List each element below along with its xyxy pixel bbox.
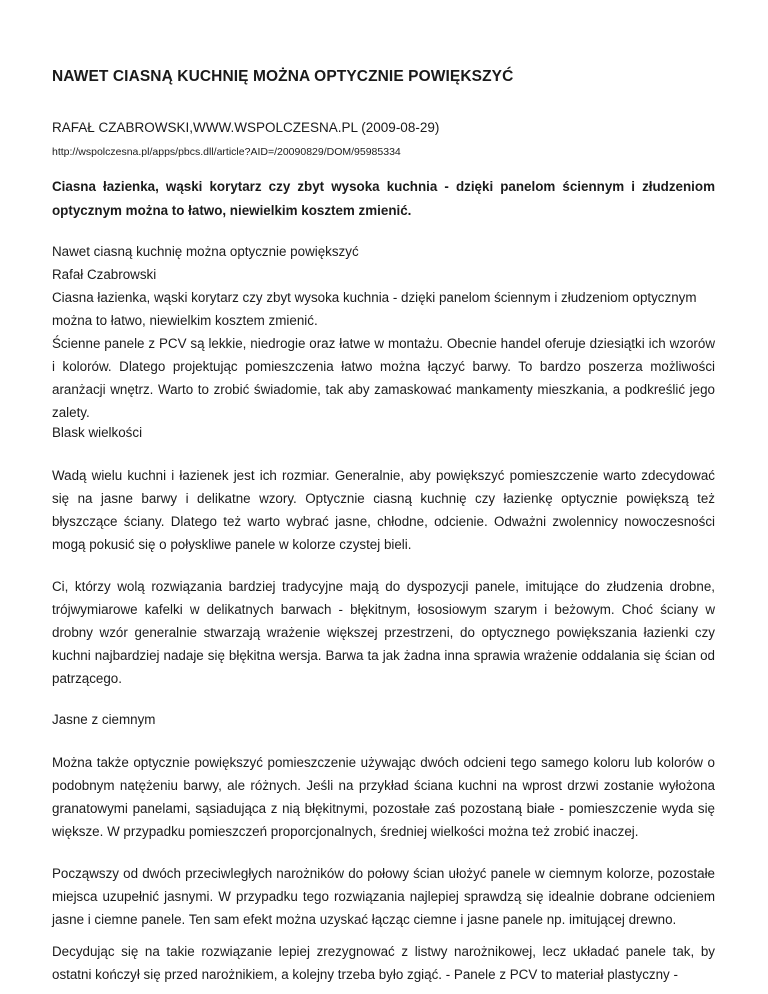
paragraph-listwa: Decydując się na takie rozwiązanie lepiej zrezygnować z listwy narożnikowej, lecz układać panele tak, by ostatni kończył się przed narożnikiem, a kolejny trzeba było zgiąć. - Panele z PCV to materiał plastyczny - (52, 944, 715, 982)
intro-body: Ścienne panele z PCV są lekkie, niedrogie oraz łatwe w montażu. Obecnie handel oferuje dziesiątki ich wzorów i kolorów. Dlatego projektując pomieszczenia łatwo można łączyć barwy. To bardzo poszerza możliwości aranżacji wnętrz. Warto to zrobić świadomie, tak aby zamaskować mankamenty mieszkania, a podkreślić jego zalety. (52, 336, 715, 420)
heading-jasne: Jasne z ciemnym (52, 712, 156, 727)
paragraph-blask: Wadą wielu kuchni i łazienek jest ich rozmiar. Generalnie, aby powiększyć pomieszczenie warto zdecydować się na jasne barwy i delikatne wzory. Optycznie ciasną kuchnię czy łazienkę optycznie powiększą też błyszczące ściany. Dlatego też warto wybrać jasne, chłodne, odcienie. Odważni zwolennicy nowoczesności mogą pokusić się o połyskliwe panele w kolorze czystej bieli. (52, 468, 715, 552)
paragraph-narozniki: Począwszy od dwóch przeciwległych narożników do połowy ścian ułożyć panele w ciemnym kolorze, pozostałe miejsca uzupełnić jasnymi. W przypadku tego rozwiązania najlepiej sprawdzą się idealnie dobrane odcieniem jasne i ciemne panele. Ten sam efekt można uzyskać łącząc ciemne i jasne panele np. imitującej drewno. (52, 866, 715, 927)
article-url: http://wspolczesna.pl/apps/pbcs.dll/article?AID=/20090829/DOM/95985334 (52, 146, 401, 158)
heading-blask: Blask wielkości (52, 425, 143, 440)
paragraph-intro (52, 240, 715, 424)
article-lead: Ciasna łazienka, wąski korytarz czy zbyt wysoka kuchnia - dzięki panelom ściennym i złudzeniom optycznym można to łatwo, niewielkim kosztem zmienić. (52, 179, 715, 218)
intro-title-line: Nawet ciasną kuchnię można optycznie powiększyć (52, 244, 359, 259)
paragraph-odcienie: Można także optycznie powiększyć pomieszczenie używając dwóch odcieni tego samego koloru lub kolorów o podobnym natężeniu barwy, ale różnych. Jeśli na przykład ściana kuchni na wprost drzwi zostanie wyłożona granatowymi panelami, sąsiadująca z nią błękitnymi, pozostałe zaś pozostaną białe - pomieszczenie wyda się większe. W przypadku pomieszczeń proporcjonalnych, średniej wielkości można też zrobić inaczej. (52, 755, 715, 839)
paragraph-tradycyjne: Ci, którzy wolą rozwiązania bardziej tradycyjne mają do dyspozycji panele, imitujące do złudzenia drobne, trójwymiarowe kafelki w delikatnych barwach - błękitnym, łososiowym szarym i beżowym. Choć ściany w drobny wzór generalnie stwarzają wrażenie większej przestrzeni, do optycznego powiększania łazienki czy kuchni najbardziej nadaje się błękitna wersja. Barwa ta jak żadna inna sprawia wrażenie oddalania się ścian od patrzącego. (52, 579, 715, 686)
intro-lead-line: Ciasna łazienka, wąski korytarz czy zbyt wysoka kuchnia - dzięki panelom ściennym i złudzeniom optycznym można to łatwo, niewielkim kosztem zmienić. (52, 290, 697, 328)
article-title: NAWET CIASNĄ KUCHNIĘ MOŻNA OPTYCZNIE POWIĘKSZYĆ (52, 68, 514, 85)
article-byline: RAFAŁ CZABROWSKI,WWW.WSPOLCZESNA.PL (2009-08-29) (52, 120, 440, 135)
intro-author-line: Rafał Czabrowski (52, 267, 157, 282)
